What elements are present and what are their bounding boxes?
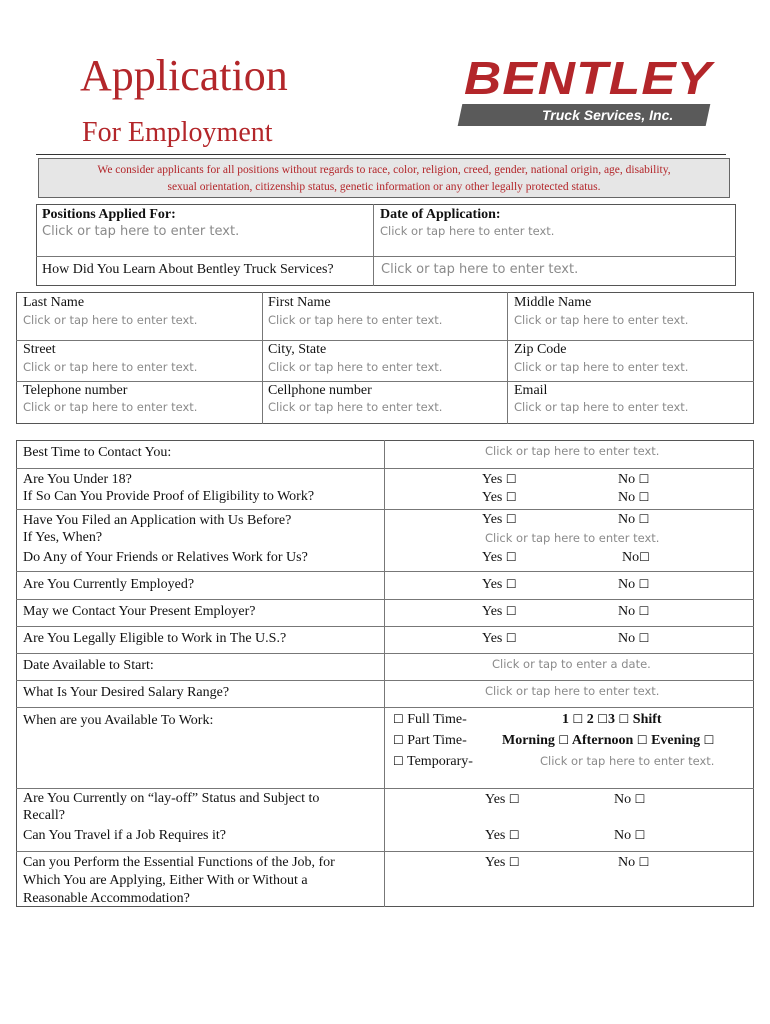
city-state-label: City, State <box>268 342 327 357</box>
filed-before-label: Have You Filed an Application with Us Before? <box>23 513 292 528</box>
layoff-status-label: Are You Currently on “lay-off” Status and Subject to <box>23 791 320 806</box>
date-available-field[interactable]: Click or tap to enter a date. <box>492 657 651 671</box>
filed-before-yes[interactable]: Yes ☐ <box>482 512 517 527</box>
date-of-application-field[interactable]: Click or tap here to enter text. <box>380 224 555 238</box>
middle-name-field[interactable]: Click or tap here to enter text. <box>514 313 689 327</box>
checkbox-icon[interactable]: ☐ <box>558 733 570 747</box>
checkbox-icon[interactable]: ☐ <box>393 712 404 726</box>
contact-employer-no[interactable]: No ☐ <box>618 604 650 619</box>
header-rule <box>36 154 726 155</box>
checkbox-icon[interactable]: ☐ <box>638 577 650 591</box>
temporary-option[interactable]: ☐ Temporary- <box>393 754 473 769</box>
position-divider <box>373 204 374 286</box>
zip-code-field[interactable]: Click or tap here to enter text. <box>514 360 689 374</box>
salary-range-field[interactable]: Click or tap here to enter text. <box>485 684 660 698</box>
company-logo <box>460 52 720 128</box>
email-field[interactable]: Click or tap here to enter text. <box>514 400 689 414</box>
salary-range-label: What Is Your Desired Salary Range? <box>23 685 230 700</box>
legally-eligible-label: Are You Legally Eligible to Work in The U.S.? <box>23 631 287 646</box>
time-of-day-options[interactable]: Morning ☐ Afternoon ☐ Evening ☐ <box>502 733 715 748</box>
under-18-label: Are You Under 18? <box>23 472 132 487</box>
checkbox-icon[interactable]: ☐ <box>638 512 650 526</box>
checkbox-icon[interactable]: ☐ <box>638 604 650 618</box>
proof-eligibility-no[interactable]: No ☐ <box>618 490 650 505</box>
checkbox-icon[interactable]: ☐ <box>638 490 650 504</box>
last-name-label: Last Name <box>23 295 85 310</box>
checkbox-icon[interactable]: ☐ <box>638 631 650 645</box>
logo-tagline: Truck Services, Inc. <box>542 107 674 123</box>
part-time-option[interactable]: ☐ Part Time- <box>393 733 467 748</box>
checkbox-icon[interactable]: ☐ <box>505 490 517 504</box>
travel-no[interactable]: No ☐ <box>614 828 646 843</box>
date-available-label: Date Available to Start: <box>23 658 154 673</box>
checkbox-icon[interactable]: ☐ <box>597 712 609 726</box>
checkbox-icon[interactable]: ☐ <box>505 550 517 564</box>
checkbox-icon[interactable]: ☐ <box>639 550 650 564</box>
q-rule-3 <box>16 571 754 572</box>
learn-about-field[interactable]: Click or tap here to enter text. <box>381 262 579 277</box>
availability-label: When are you Available To Work: <box>23 713 214 728</box>
page-subtitle: For Employment <box>82 117 273 148</box>
shift-options[interactable]: 1 ☐ 2 ☐3 ☐ Shift <box>562 712 662 727</box>
checkbox-icon[interactable]: ☐ <box>638 472 650 486</box>
proof-eligibility-yes[interactable]: Yes ☐ <box>482 490 517 505</box>
q-rule-10 <box>16 851 754 852</box>
logo-wordmark: BENTLEY <box>464 52 713 104</box>
best-time-field[interactable]: Click or tap here to enter text. <box>485 444 660 458</box>
street-field[interactable]: Click or tap here to enter text. <box>23 360 198 374</box>
notice-line-1: We consider applicants for all positions without regards to race, color, religion, creed, gender, national origin, age, disability, <box>97 164 671 176</box>
travel-yes[interactable]: Yes ☐ <box>485 828 520 843</box>
availability-field[interactable]: Click or tap here to enter text. <box>540 754 715 768</box>
essential-functions-label-3: Reasonable Accommodation? <box>23 891 190 906</box>
checkbox-icon[interactable]: ☐ <box>505 472 517 486</box>
q-rule-5 <box>16 626 754 627</box>
q-rule-6 <box>16 653 754 654</box>
positions-applied-label: Positions Applied For: <box>42 207 176 222</box>
essential-functions-label-1: Can you Perform the Essential Functions of the Job, for <box>23 855 335 870</box>
friends-yes[interactable]: Yes ☐ <box>482 550 517 565</box>
essential-functions-label-2: Which You are Applying, Either With or Without a <box>23 873 308 888</box>
first-name-label: First Name <box>268 295 331 310</box>
q-rule-9 <box>16 788 754 789</box>
personal-divider-2 <box>507 292 508 424</box>
checkbox-icon[interactable]: ☐ <box>508 828 520 842</box>
checkbox-icon[interactable]: ☐ <box>393 754 404 768</box>
travel-label: Can You Travel if a Job Requires it? <box>23 828 226 843</box>
telephone-field[interactable]: Click or tap here to enter text. <box>23 400 198 414</box>
notice-line-2: sexual orientation, citizenship status, genetic information or any other legally protected status. <box>167 181 601 193</box>
q-rule-7 <box>16 680 754 681</box>
checkbox-icon[interactable]: ☐ <box>505 631 517 645</box>
questions-divider <box>384 440 385 907</box>
checkbox-icon[interactable]: ☐ <box>505 512 517 526</box>
legally-eligible-yes[interactable]: Yes ☐ <box>482 631 517 646</box>
first-name-field[interactable]: Click or tap here to enter text. <box>268 313 443 327</box>
street-label: Street <box>23 342 56 357</box>
position-row-rule <box>36 256 736 257</box>
checkbox-icon[interactable]: ☐ <box>634 828 646 842</box>
checkbox-icon[interactable]: ☐ <box>634 792 646 806</box>
checkbox-icon[interactable]: ☐ <box>638 855 650 869</box>
cellphone-label: Cellphone number <box>268 383 372 398</box>
checkbox-icon[interactable]: ☐ <box>618 712 630 726</box>
checkbox-icon[interactable]: ☐ <box>703 733 715 747</box>
cellphone-field[interactable]: Click or tap here to enter text. <box>268 400 443 414</box>
personal-row-rule-1 <box>16 340 754 341</box>
checkbox-icon[interactable]: ☐ <box>505 604 517 618</box>
contact-employer-yes[interactable]: Yes ☐ <box>482 604 517 619</box>
checkbox-icon[interactable]: ☐ <box>505 577 517 591</box>
telephone-label: Telephone number <box>23 383 128 398</box>
legally-eligible-no[interactable]: No ☐ <box>618 631 650 646</box>
city-state-field[interactable]: Click or tap here to enter text. <box>268 360 443 374</box>
under-18-no[interactable]: No ☐ <box>618 472 650 487</box>
essential-functions-yes[interactable]: Yes ☐ <box>485 855 520 870</box>
layoff-no[interactable]: No ☐ <box>614 792 646 807</box>
checkbox-icon[interactable]: ☐ <box>636 733 648 747</box>
date-of-application-label: Date of Application: <box>380 207 501 222</box>
essential-functions-no[interactable]: No ☐ <box>618 855 650 870</box>
positions-applied-field[interactable]: Click or tap here to enter text. <box>42 224 240 239</box>
contact-employer-label: May we Contact Your Present Employer? <box>23 604 256 619</box>
best-time-label: Best Time to Contact You: <box>23 445 172 460</box>
learn-about-label: How Did You Learn About Bentley Truck Services? <box>42 262 334 277</box>
q-rule-2 <box>16 509 754 510</box>
personal-row-rule-2 <box>16 381 754 382</box>
friends-relatives-label: Do Any of Your Friends or Relatives Work for Us? <box>23 550 308 565</box>
q-rule-8 <box>16 707 754 708</box>
under-18-yes[interactable]: Yes ☐ <box>482 472 517 487</box>
currently-employed-label: Are You Currently Employed? <box>23 577 195 592</box>
email-label: Email <box>514 383 548 398</box>
q-rule-1 <box>16 468 754 469</box>
page-title: Application <box>80 51 288 100</box>
checkbox-icon[interactable]: ☐ <box>508 855 520 869</box>
full-time-option[interactable]: ☐ Full Time- <box>393 712 467 727</box>
checkbox-icon[interactable]: ☐ <box>572 712 584 726</box>
zip-code-label: Zip Code <box>514 342 567 357</box>
personal-divider-1 <box>262 292 263 424</box>
filed-before-no[interactable]: No ☐ <box>618 512 650 527</box>
layoff-recall-label: Recall? <box>23 808 65 823</box>
currently-employed-yes[interactable]: Yes ☐ <box>482 577 517 592</box>
friends-no[interactable]: No☐ <box>622 550 650 565</box>
checkbox-icon[interactable]: ☐ <box>508 792 520 806</box>
proof-eligibility-label: If So Can You Provide Proof of Eligibility to Work? <box>23 489 315 504</box>
if-yes-when-label: If Yes, When? <box>23 530 103 545</box>
q-rule-4 <box>16 599 754 600</box>
last-name-field[interactable]: Click or tap here to enter text. <box>23 313 198 327</box>
middle-name-label: Middle Name <box>514 295 592 310</box>
currently-employed-no[interactable]: No ☐ <box>618 577 650 592</box>
checkbox-icon[interactable]: ☐ <box>393 733 404 747</box>
layoff-yes[interactable]: Yes ☐ <box>485 792 520 807</box>
filed-when-field[interactable]: Click or tap here to enter text. <box>485 531 660 545</box>
